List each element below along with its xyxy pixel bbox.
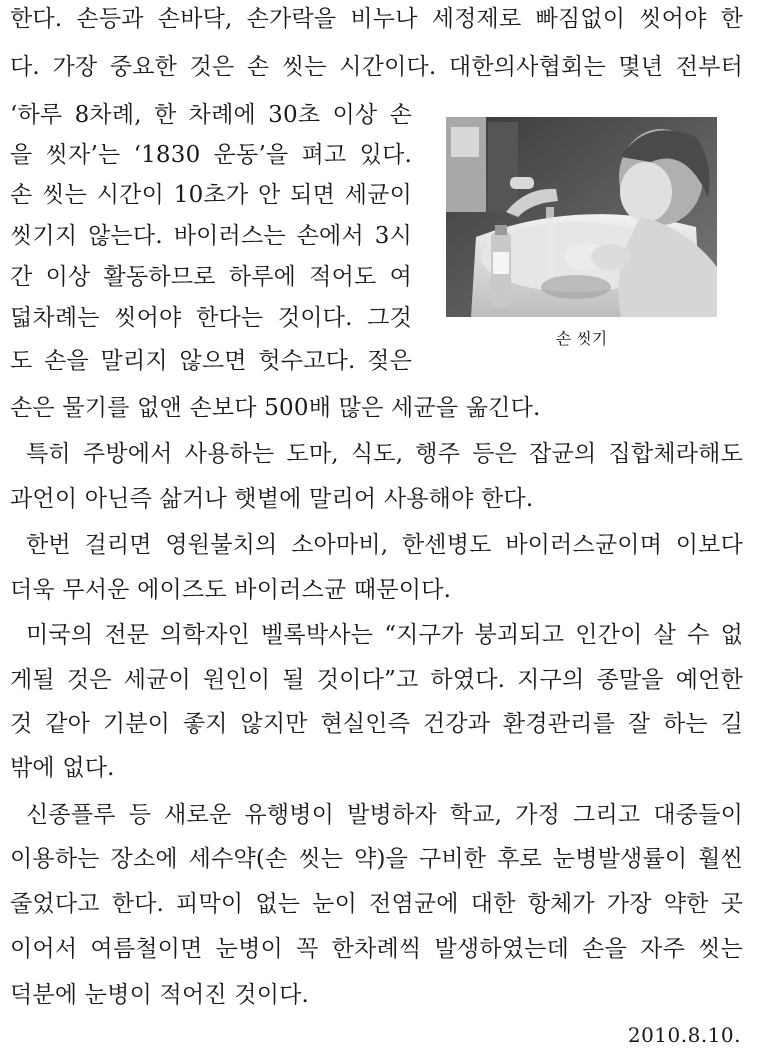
text-line: 을 씻자’는 ‘1830 운동’을 펴고 있다. [10, 142, 412, 168]
text-line: 신종플루 등 새로운 유행병이 발병하자 학교, 가정 그리고 대중들이 [26, 802, 743, 828]
text-line: 손은 물기를 없앤 손보다 500배 많은 세균을 옮긴다. [10, 395, 541, 421]
text-line: 줄었다고 한다. 피막이 없는 눈이 전염균에 대한 항체가 가장 약한 곳 [10, 891, 743, 917]
figure-caption: 손 씻기 [555, 329, 608, 348]
document-date: 2010.8.10. [627, 1023, 741, 1047]
text-line: 게될 것은 세균이 원인이 될 것이다”고 하였다. 지구의 종말을 예언한 [10, 667, 743, 693]
text-line: 한다. 손등과 손바닥, 손가락을 비누나 세정제로 빠짐없이 씻어야 한 [10, 6, 743, 32]
text-line: 것 같아 기분이 좋지 않지만 현실인즉 건강과 환경관리를 잘 하는 길 [10, 711, 743, 737]
text-line: ‘하루 8차례, 한 차례에 30초 이상 손 [10, 102, 412, 128]
text-line: 덕분에 눈병이 적어진 것이다. [10, 982, 310, 1008]
text-line: 다. 가장 중요한 것은 손 씻는 시간이다. 대한의사협회는 몇년 전부터 [10, 54, 743, 80]
text-line: 특히 주방에서 사용하는 도마, 식도, 행주 등은 잡균의 집합체라해도 [26, 441, 743, 467]
text-line: 간 이상 활동하므로 하루에 적어도 여 [10, 264, 412, 290]
text-line: 씻기지 않는다. 바이러스는 손에서 3시 [10, 223, 412, 249]
text-line: 미국의 전문 의학자인 벨록박사는 “지구가 붕괴되고 인간이 살 수 없 [26, 622, 743, 648]
text-line: 과언이 아닌즉 삶거나 햇볕에 말리어 사용해야 한다. [10, 486, 534, 512]
text-line: 이용하는 장소에 세수약(손 씻는 약)을 구비한 후로 눈병발생률이 훨씬 [10, 846, 743, 872]
text-line: 밖에 없다. [10, 755, 115, 781]
text-line: 덟차례는 씻어야 한다는 것이다. 그것 [10, 305, 412, 331]
text-line: 더욱 무서운 에이즈도 바이러스균 때문이다. [10, 577, 452, 603]
text-line: 한번 걸리면 영원불치의 소아마비, 한센병도 바이러스균이며 이보다 [26, 532, 743, 558]
text-line: 이어서 여름철이면 눈병이 꼭 한차례씩 발생하였는데 손을 자주 씻는 [10, 936, 743, 962]
text-line: 손 씻는 시간이 10초가 안 되면 세균이 [10, 182, 412, 208]
photo-illustration [446, 117, 717, 317]
photo-child-washing-hands [446, 117, 717, 317]
text-line: 도 손을 말리지 않으면 헛수고다. 젖은 [10, 348, 412, 374]
